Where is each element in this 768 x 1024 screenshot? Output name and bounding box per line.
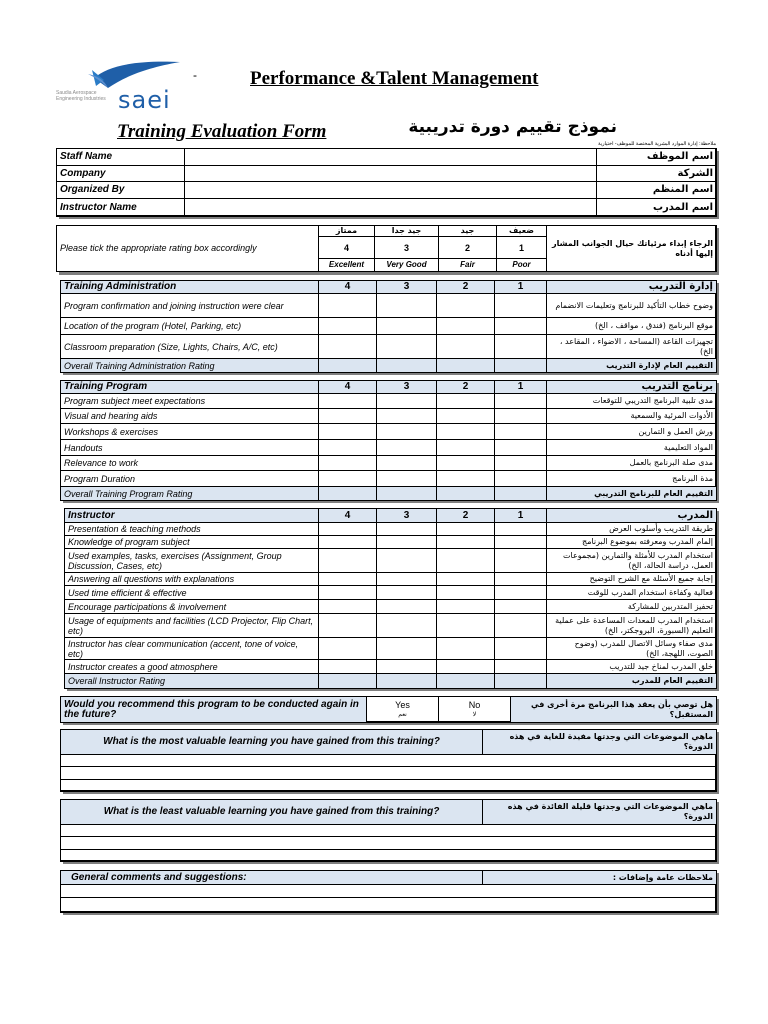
rating-cell[interactable] [377, 536, 437, 549]
criterion-arabic: مدة البرنامج [547, 471, 717, 487]
rating-cell[interactable] [437, 536, 495, 549]
form-title: Training Evaluation Form [117, 121, 327, 142]
organized-by-field[interactable] [185, 182, 597, 199]
info-label: Company [57, 166, 185, 182]
rating-cell[interactable] [377, 523, 437, 536]
rating-cell[interactable] [495, 600, 547, 614]
criterion: Instructor creates a good atmosphere [65, 660, 319, 674]
comments-label-arabic: ملاحظات عامة وإضافات : [483, 871, 717, 885]
rating-key-table [56, 225, 717, 272]
rating-cell[interactable] [319, 440, 377, 456]
info-label: Organized By [57, 182, 185, 199]
rating-number: 2 [437, 281, 495, 294]
overall-rating-label-arabic: التقييم العام للبرنامج التدريبي [547, 487, 717, 501]
rating-label: Very Good [375, 259, 439, 272]
criterion-arabic: مدى صلة البرنامج بالعمل [547, 456, 717, 471]
rating-number: 3 [377, 381, 437, 394]
rating-cell[interactable] [377, 424, 437, 440]
criterion-arabic: طريقة التدريب وأسلوب العرض [547, 523, 717, 536]
rating-number: 4 [319, 381, 377, 394]
rating-cell[interactable] [319, 660, 377, 674]
info-label-arabic: اسم الموظف [597, 149, 717, 166]
rating-cell[interactable] [437, 586, 495, 600]
no-label-arabic: لا [472, 711, 477, 718]
rating-cell[interactable] [319, 318, 377, 335]
logo-caption [56, 90, 116, 102]
criterion-arabic: تجهيزات القاعة (المساحة ، الاضواء ، المقاعد ، الخ) [547, 335, 717, 359]
rating-cell[interactable] [437, 638, 495, 660]
overall-rating-label: Overall Training Administration Rating [61, 359, 319, 373]
criterion-arabic: استخدام المدرب للمعدات المساعدة على عملية التعليم (السبورة، البروجكتر، الخ) [547, 614, 717, 638]
answer-line[interactable] [61, 780, 717, 792]
criterion: Encourage participations & involvement [65, 600, 319, 614]
rating-cell[interactable] [495, 471, 547, 487]
rating-cell[interactable] [495, 294, 547, 318]
section-title: Training Program [61, 381, 319, 394]
criterion: Presentation & teaching methods [65, 523, 319, 536]
rating-cell[interactable] [437, 600, 495, 614]
recommend-yes-option[interactable] [367, 697, 439, 723]
rating-cell[interactable] [437, 409, 495, 424]
rating-number: 3 [375, 237, 439, 259]
rating-number: 3 [377, 509, 437, 523]
info-row [57, 149, 717, 166]
criterion: Answering all questions with explanations [65, 573, 319, 586]
staff-name-field[interactable] [185, 149, 597, 166]
criterion: Visual and hearing aids [61, 409, 319, 424]
criterion: Used time efficient & effective [65, 586, 319, 600]
rating-key-blank [57, 226, 319, 237]
rating-cell[interactable] [437, 335, 495, 359]
section-title-arabic: إدارة التدريب [547, 281, 717, 294]
rating-cell[interactable] [377, 294, 437, 318]
criterion: Program subject meet expectations [61, 394, 319, 409]
criterion-arabic: إجابة جميع الأسئلة مع الشرح التوضيح [547, 573, 717, 586]
rating-cell[interactable] [377, 456, 437, 471]
rating-cell[interactable] [377, 586, 437, 600]
section-title: Training Administration [61, 281, 319, 294]
rating-label: Poor [497, 259, 547, 272]
recommend-question: Would you recommend this program to be conducted again in the future? [61, 697, 367, 723]
rating-cell[interactable] [377, 471, 437, 487]
rating-cell[interactable] [437, 456, 495, 471]
rating-cell[interactable] [319, 335, 377, 359]
company-logo [56, 56, 186, 112]
rating-cell[interactable] [377, 335, 437, 359]
rating-cell[interactable] [377, 440, 437, 456]
rating-cell[interactable] [319, 600, 377, 614]
answer-line[interactable] [61, 850, 717, 862]
rating-cell[interactable] [437, 359, 495, 373]
rating-cell[interactable] [319, 487, 377, 501]
criterion: Handouts [61, 440, 319, 456]
rating-cell[interactable] [319, 394, 377, 409]
rating-cell[interactable] [319, 536, 377, 549]
rating-cell[interactable] [377, 600, 437, 614]
most-valuable-table [60, 729, 717, 792]
rating-cell[interactable] [377, 660, 437, 674]
most-valuable-question-arabic: ماهي الموضوعات التي وجدتها مفيدة للغاية في هذه الدورة؟ [483, 730, 717, 755]
criterion: Program confirmation and joining instruction were clear [61, 294, 319, 318]
info-label: Staff Name [57, 149, 185, 166]
rating-cell[interactable] [377, 394, 437, 409]
rating-cell[interactable] [377, 638, 437, 660]
info-label-arabic: اسم المدرب [597, 199, 717, 217]
rating-cell[interactable] [495, 586, 547, 600]
no-label: No [468, 699, 481, 710]
criterion-arabic: مدى صفاء وسائل الاتصال للمدرب (وضوح الصوت، اللهجة، الخ) [547, 638, 717, 660]
overall-rating-label: Overall Training Program Rating [61, 487, 319, 501]
rating-cell[interactable] [437, 614, 495, 638]
form-title-arabic: نموذج تقييم دورة تدريبية [408, 117, 617, 137]
comments-table [60, 870, 717, 913]
rating-cell[interactable] [495, 638, 547, 660]
rating-cell[interactable] [437, 440, 495, 456]
criterion: Usage of equipments and facilities (LCD Projector, Flip Chart, etc) [65, 614, 319, 638]
rating-cell[interactable] [495, 549, 547, 573]
overall-rating-label: Overall Instructor Rating [65, 674, 319, 689]
rating-cell[interactable] [377, 409, 437, 424]
least-valuable-question: What is the least valuable learning you have gained from this training? [61, 800, 483, 825]
criterion-arabic: خلق المدرب لمناخ جيد للتدريب [547, 660, 717, 674]
company-field[interactable] [185, 166, 597, 182]
rating-label: Fair [439, 259, 497, 272]
rating-number: 4 [319, 237, 375, 259]
rating-cell[interactable] [495, 335, 547, 359]
criterion-arabic: ورش العمل و التمارين [547, 424, 717, 440]
rating-cell[interactable] [495, 536, 547, 549]
rating-cell[interactable] [319, 549, 377, 573]
rating-cell[interactable] [495, 409, 547, 424]
rating-instruction-arabic: الرجاء إبداء مرئياتك حيال الجوانب المشار إليها أدناه [547, 226, 717, 272]
rating-cell[interactable] [495, 487, 547, 501]
recommend-table [60, 696, 717, 723]
staff-info-table [56, 148, 717, 217]
rating-cell[interactable] [437, 424, 495, 440]
rating-cell[interactable] [377, 359, 437, 373]
rating-cell[interactable] [495, 573, 547, 586]
criterion-arabic: تحفيز المتدربين للمشاركة [547, 600, 717, 614]
rating-cell[interactable] [319, 523, 377, 536]
rating-cell[interactable] [377, 549, 437, 573]
criterion-arabic: استخدام المدرب للأمثلة والتمارين (مجموعات العمل، دراسة الحالة، الخ) [547, 549, 717, 573]
criterion-arabic: إلمام المدرب ومعرفته بموضوع البرنامج [547, 536, 717, 549]
rating-cell[interactable] [437, 674, 495, 689]
rating-cell[interactable] [495, 523, 547, 536]
criterion: Instructor has clear communication (accent, tone of voice, etc) [65, 638, 319, 660]
rating-cell[interactable] [495, 394, 547, 409]
rating-cell[interactable] [319, 471, 377, 487]
rating-cell[interactable] [319, 638, 377, 660]
yes-label: Yes [395, 699, 410, 710]
header-dash: - [193, 68, 197, 82]
rating-label-arabic: جيد [439, 226, 497, 237]
comment-line[interactable] [61, 885, 717, 898]
rating-cell[interactable] [437, 573, 495, 586]
rating-cell[interactable] [495, 660, 547, 674]
rating-cell[interactable] [437, 471, 495, 487]
rating-number: 2 [439, 237, 497, 259]
criterion-arabic: وضوح خطاب التأكيد للبرنامج وتعليمات الانضمام [547, 294, 717, 318]
rating-key-blank [57, 259, 319, 272]
section-title: Instructor [65, 509, 319, 523]
rating-cell[interactable] [319, 424, 377, 440]
answer-line[interactable] [61, 837, 717, 850]
section-title-arabic: برنامج التدريب [547, 381, 717, 394]
yes-label-arabic: نعم [398, 711, 407, 718]
recommend-no-option[interactable] [439, 697, 511, 723]
rating-number: 4 [319, 281, 377, 294]
rating-cell[interactable] [495, 440, 547, 456]
rating-cell[interactable] [437, 394, 495, 409]
criterion-arabic: موقع البرنامج (فندق ، مواقف ، الخ) [547, 318, 717, 335]
rating-cell[interactable] [437, 549, 495, 573]
answer-line[interactable] [61, 767, 717, 780]
training-program-table [60, 380, 717, 501]
rating-cell[interactable] [377, 573, 437, 586]
least-valuable-table [60, 799, 717, 862]
overall-rating-label-arabic: التقييم العام لإدارة التدريب [547, 359, 717, 373]
rating-number: 1 [497, 237, 547, 259]
rating-instruction: Please tick the appropriate rating box accordingly [57, 237, 319, 259]
answer-line[interactable] [61, 755, 717, 767]
rating-number: 1 [495, 281, 547, 294]
instructor-name-field[interactable] [185, 199, 597, 217]
criterion: Workshops & exercises [61, 424, 319, 440]
most-valuable-question: What is the most valuable learning you have gained from this training? [61, 730, 483, 755]
rating-label-arabic: جيد جدا [375, 226, 439, 237]
rating-cell[interactable] [495, 424, 547, 440]
rating-cell[interactable] [377, 487, 437, 501]
rating-label-arabic: ضعيف [497, 226, 547, 237]
logo-wordmark: saei [118, 86, 171, 114]
rating-number: 2 [437, 381, 495, 394]
comments-label: General comments and suggestions: [61, 871, 483, 885]
info-label: Instructor Name [57, 199, 185, 217]
rating-cell[interactable] [437, 487, 495, 501]
rating-cell[interactable] [319, 586, 377, 600]
answer-line[interactable] [61, 825, 717, 837]
rating-cell[interactable] [437, 294, 495, 318]
rating-cell[interactable] [495, 456, 547, 471]
rating-number: 1 [495, 381, 547, 394]
training-admin-table [60, 280, 717, 373]
criterion-arabic: الأدوات المرئية والسمعية [547, 409, 717, 424]
section-title-arabic: المدرب [547, 509, 717, 523]
rating-cell[interactable] [495, 674, 547, 689]
recommend-question-arabic: هل توصي بأن يعقد هذا البرنامج مرة أخرى في المستقبل؟ [511, 697, 717, 723]
info-label-arabic: الشركة [597, 166, 717, 182]
rating-label: Excellent [319, 259, 375, 272]
criterion-arabic: مدى تلبية البرنامج التدريبي للتوقعات [547, 394, 717, 409]
criterion: Knowledge of program subject [65, 536, 319, 549]
rating-cell[interactable] [377, 614, 437, 638]
info-row [57, 182, 717, 199]
rating-cell[interactable] [319, 614, 377, 638]
criterion-arabic: المواد التعليمية [547, 440, 717, 456]
rating-cell[interactable] [437, 523, 495, 536]
criterion: Classroom preparation (Size, Lights, Chairs, A/C, etc) [61, 335, 319, 359]
criterion-arabic: فعالية وكفاءة استخدام المدرب للوقت [547, 586, 717, 600]
criterion: Location of the program (Hotel, Parking, etc) [61, 318, 319, 335]
rating-cell[interactable] [377, 674, 437, 689]
comment-line[interactable] [61, 898, 717, 913]
page-title: Performance &Talent Management [250, 68, 539, 89]
rating-cell[interactable] [319, 674, 377, 689]
rating-cell[interactable] [495, 359, 547, 373]
rating-number: 2 [437, 509, 495, 523]
overall-rating-label-arabic: التقييم العام للمدرب [547, 674, 717, 689]
rating-cell[interactable] [495, 614, 547, 638]
arabic-note: ملاحظة: إدارة الموارد البشرية المختصة للموظف- اختيارية [598, 141, 716, 147]
rating-cell[interactable] [437, 318, 495, 335]
info-row [57, 199, 717, 217]
logo-line-2: Engineering Industries [56, 96, 106, 102]
info-label-arabic: اسم المنظم [597, 182, 717, 199]
rating-number: 4 [319, 509, 377, 523]
rating-cell[interactable] [319, 294, 377, 318]
rating-number: 3 [377, 281, 437, 294]
rating-cell[interactable] [437, 660, 495, 674]
rating-cell[interactable] [377, 318, 437, 335]
rating-label-arabic: ممتاز [319, 226, 375, 237]
rating-cell[interactable] [319, 456, 377, 471]
logo-line-1: Saudia Aerospace [56, 90, 97, 96]
rating-number: 1 [495, 509, 547, 523]
rating-cell[interactable] [319, 359, 377, 373]
criterion: Relevance to work [61, 456, 319, 471]
least-valuable-question-arabic: ماهي الموضوعات التي وجدتها قليلة الفائدة في هذه الدورة؟ [483, 800, 717, 825]
criterion: Program Duration [61, 471, 319, 487]
rating-cell[interactable] [319, 573, 377, 586]
info-row [57, 166, 717, 182]
criterion: Used examples, tasks, exercises (Assignment, Group Discussion, Cases, etc) [65, 549, 319, 573]
rating-cell[interactable] [495, 318, 547, 335]
rating-cell[interactable] [319, 409, 377, 424]
instructor-table [64, 508, 717, 689]
